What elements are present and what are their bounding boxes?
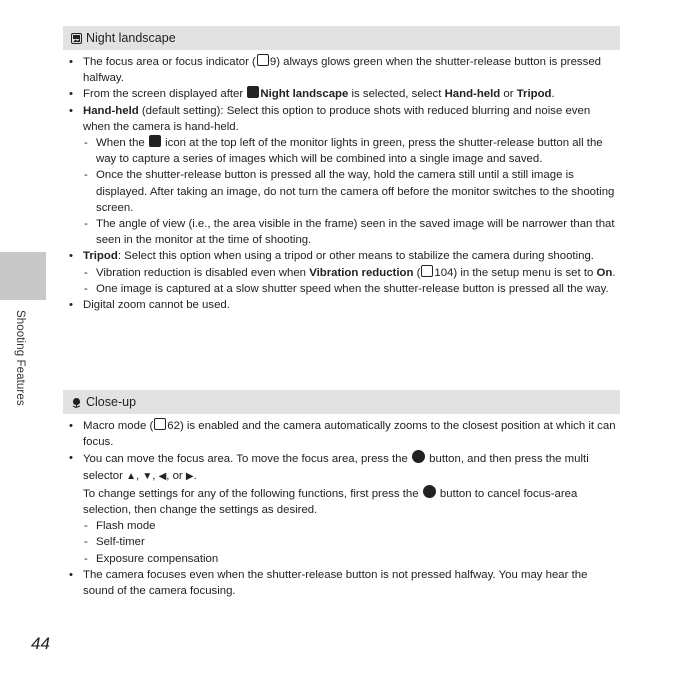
list-item: • The focus area or focus indicator ( 9) always glows green when the shutter-release button is pressed halfway.	[68, 54, 616, 86]
night-landscape-icon	[247, 86, 259, 98]
chapter-label: Shooting Features	[14, 310, 26, 406]
list-item: • Macro mode ( 62) is enabled and the camera automatically zooms to the closest position at which it can focus.	[68, 418, 616, 450]
ok-button-icon	[412, 450, 425, 463]
night-landscape-title: Night landscape	[86, 31, 176, 45]
arrow-left-icon: ◀	[158, 470, 167, 482]
sub-item: - Flash mode	[68, 518, 616, 534]
list-item: • You can move the focus area. To move the focus area, press the button, and then press the multi selector ▲, ▼, ◀, or ▶.	[68, 450, 616, 484]
night-landscape-icon	[149, 135, 161, 147]
night-landscape-icon	[71, 33, 82, 44]
sub-item: - Vibration reduction is disabled even when Vibration reduction ( 104) in the setup menu is set to On.	[68, 265, 616, 281]
book-reference-icon	[257, 54, 269, 66]
list-item: • From the screen displayed after Night landscape is selected, select Hand-held or Tripod.	[68, 86, 616, 102]
list-item: • The camera focuses even when the shutter-release button is not pressed halfway. You may hear the sound of the camera focusing.	[68, 567, 616, 599]
close-up-header	[63, 390, 620, 414]
sub-item: - The angle of view (i.e., the area visible in the frame) seen in the saved image will be narrower than that seen in the monitor at the time of shooting.	[68, 216, 616, 248]
sub-item: - Once the shutter-release button is pressed all the way, hold the camera still until a still image is displayed. After taking an image, do not turn the camera off before the monitor switches to the shooting screen.	[68, 167, 616, 216]
sub-item: - Self-timer	[68, 534, 616, 550]
night-landscape-header	[63, 26, 620, 50]
ok-button-icon	[423, 485, 436, 498]
chapter-tab	[0, 252, 46, 300]
arrow-up-icon: ▲	[126, 470, 136, 482]
arrow-right-icon: ▶	[185, 470, 194, 482]
list-item: • Digital zoom cannot be used.	[68, 297, 616, 313]
night-landscape-content	[68, 54, 616, 313]
paragraph: To change settings for any of the following functions, first press the button to cancel focus-area selection, then change the settings as desired.	[68, 485, 616, 518]
list-item: • Hand-held (default setting): Select this option to produce shots with reduced blurring and noise even when the camera is hand-held.	[68, 103, 616, 135]
page-number: 44	[31, 634, 50, 653]
book-reference-icon	[154, 418, 166, 430]
book-reference-icon	[421, 265, 433, 277]
close-up-content	[68, 418, 616, 599]
sub-item: - One image is captured at a slow shutter speed when the shutter-release button is pressed all the way.	[68, 281, 616, 297]
list-item: • Tripod: Select this option when using a tripod or other means to stabilize the camera during shooting.	[68, 248, 616, 264]
close-up-icon	[71, 397, 82, 408]
arrow-down-icon: ▼	[142, 470, 153, 482]
sub-item: - Exposure compensation	[68, 551, 616, 567]
close-up-title: Close-up	[86, 395, 137, 409]
sub-item: - When the icon at the top left of the monitor lights in green, press the shutter-release button all the way to capture a series of images which will be combined into a single image and saved.	[68, 135, 616, 167]
